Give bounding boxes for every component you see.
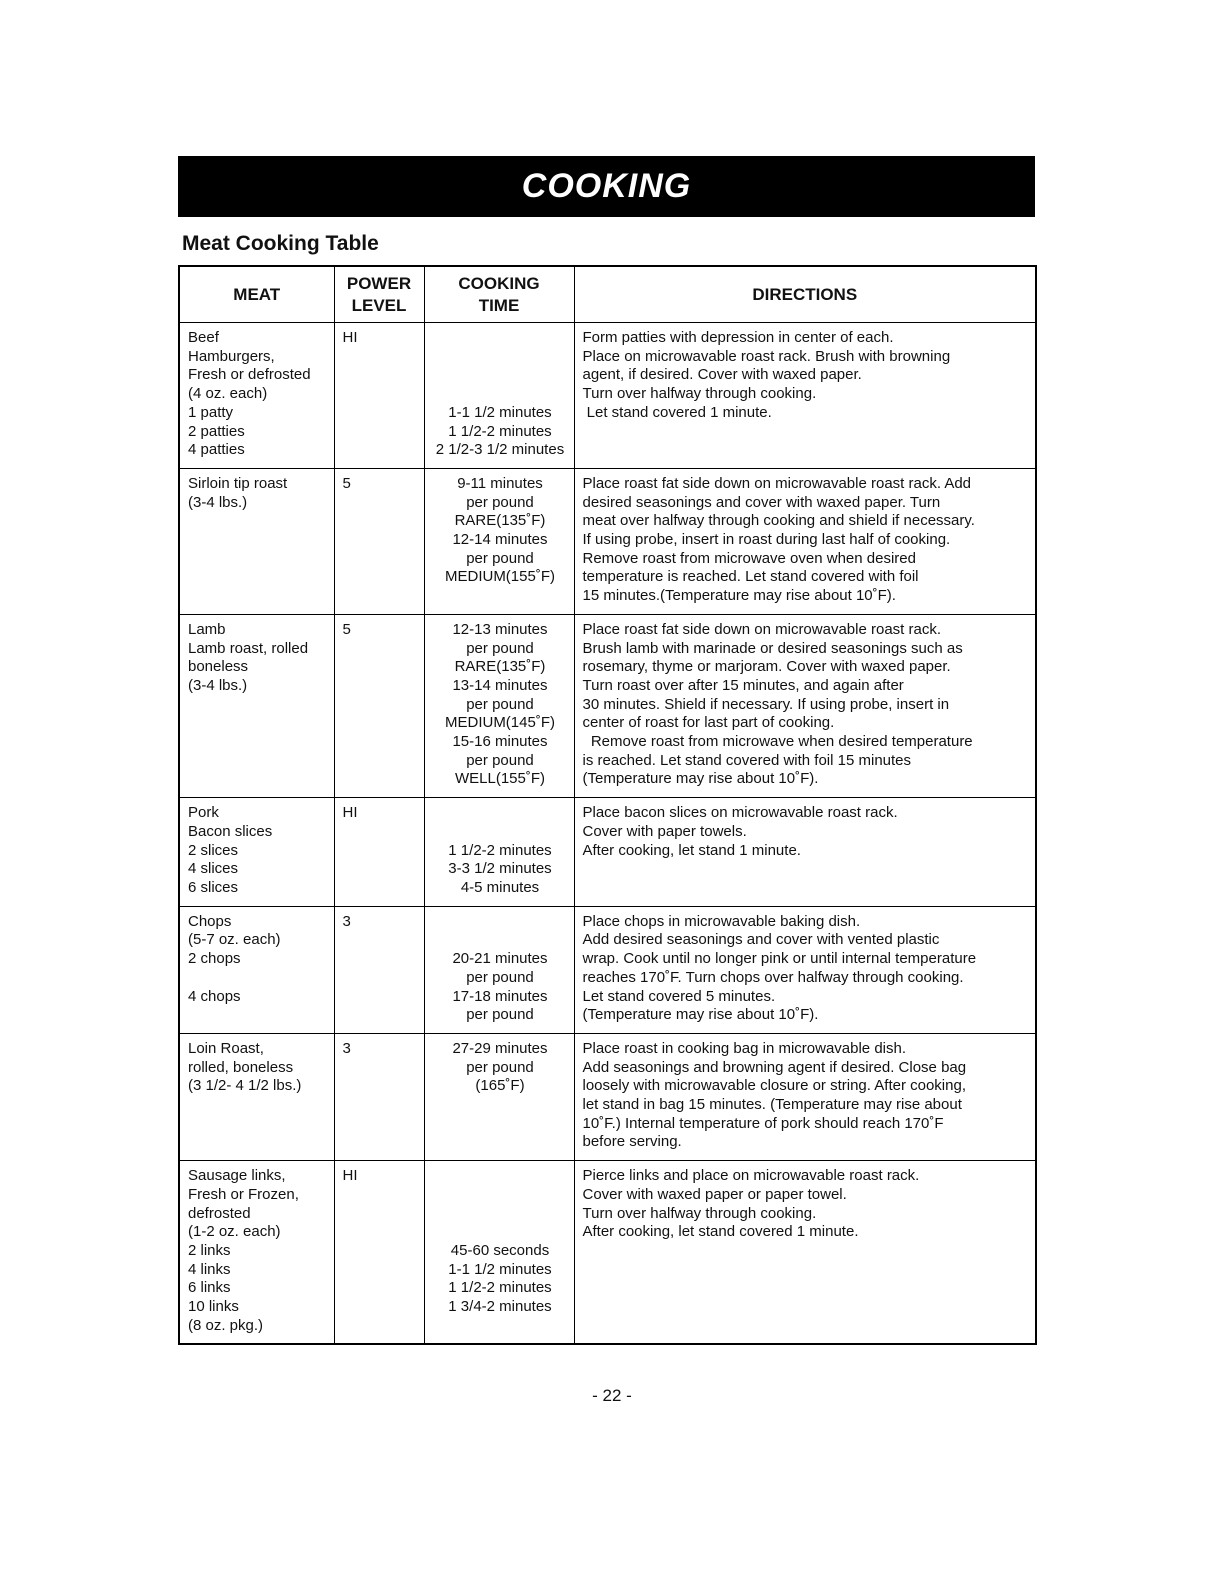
meat-cell-line: Loin Roast, (188, 1039, 264, 1057)
meat-cell-line: 6 slices (188, 878, 239, 896)
meat-cell-line: defrosted (188, 1204, 251, 1222)
meat-cell-line: Hamburgers, (188, 347, 275, 365)
meat-cell (179, 468, 334, 614)
directions-cell-line: Add desired seasonings and cover with vented plastic (582, 931, 940, 949)
header-directions: DIRECTIONS (574, 266, 1036, 323)
meat-cell-line: (3-4 lbs.) (188, 493, 248, 511)
cooking-time-cell-line: per pound (466, 493, 534, 511)
meat-cell-line: Chops (188, 912, 232, 930)
meat-cell-line: 4 patties (188, 441, 245, 459)
table-row (179, 1161, 1036, 1345)
meat-cell-line: 10 links (188, 1298, 239, 1316)
power-level-cell: 3 (334, 906, 424, 1033)
cooking-time-cell-line: per pound (466, 1006, 534, 1024)
meat-cell-line: rolled, boneless (188, 1058, 294, 1076)
cooking-time-cell-line: 20-21 minutes (452, 950, 548, 968)
cooking-time-cell-line: 1-1 1/2 minutes (448, 403, 552, 421)
directions-cell-line: Brush lamb with marinade or desired seasonings such as (582, 639, 963, 657)
meat-cell-line: boneless (188, 658, 249, 676)
cooking-time-cell-line: 27-29 minutes (452, 1039, 548, 1057)
meat-cell-line: Bacon slices (188, 822, 273, 840)
cooking-time-cell-line: 17-18 minutes (452, 987, 548, 1005)
directions-cell-line: Add seasonings and browning agent if desired. Close bag (582, 1058, 967, 1076)
directions-cell-line: After cooking, let stand 1 minute. (582, 841, 801, 859)
meat-cell-line: 2 links (188, 1241, 231, 1259)
table-row (179, 614, 1036, 797)
cooking-time-cell (424, 614, 574, 797)
directions-cell-line: before serving. (582, 1133, 682, 1151)
meat-cell-line: Lamb (188, 620, 226, 638)
directions-cell-line: wrap. Cook until no longer pink or until internal temperature (582, 950, 977, 968)
directions-cell (574, 1033, 1036, 1160)
meat-cell-line: (4 oz. each) (188, 385, 268, 403)
power-level-cell: HI (334, 798, 424, 907)
table-row (179, 798, 1036, 907)
meat-cell-line: (3-4 lbs.) (188, 676, 248, 694)
cooking-time-cell-line: 4-5 minutes (460, 878, 540, 896)
meat-cell (179, 323, 334, 469)
power-level-cell: HI (334, 1161, 424, 1345)
meat-cell (179, 1033, 334, 1160)
cooking-time-cell (424, 906, 574, 1033)
meat-cell-line: Fresh or defrosted (188, 366, 311, 384)
meat-cell-line: Pork (188, 804, 219, 822)
directions-cell-line: Turn over halfway through cooking. (582, 385, 817, 403)
cooking-time-cell-line: RARE(135˚F) (454, 658, 546, 676)
meat-cell-line (188, 969, 328, 988)
section-banner (178, 156, 1035, 217)
directions-cell-line: loosely with microwavable closure or string. After cooking, (582, 1077, 966, 1095)
meat-cell-line: 1 patty (188, 403, 234, 421)
directions-cell-line: (Temperature may rise about 10˚F). (582, 770, 819, 788)
cooking-time-cell-line: RARE(135˚F) (454, 512, 546, 530)
cooking-time-cell-line: per pound (466, 695, 534, 713)
power-level-cell: HI (334, 323, 424, 469)
meat-cell-line: 2 slices (188, 841, 239, 859)
table-row (179, 1033, 1036, 1160)
directions-cell-line: 15 minutes.(Temperature may rise about 10˚F). (582, 587, 896, 605)
cooking-time-cell-line: 1-1 1/2 minutes (448, 1260, 552, 1278)
meat-cell-line: Fresh or Frozen, (188, 1185, 299, 1203)
meat-cell-line: (5-7 oz. each) (188, 931, 281, 949)
cooking-time-cell-line (433, 366, 568, 385)
table-header-row (179, 266, 1036, 323)
directions-cell-line: Turn roast over after 15 minutes, and again after (582, 676, 904, 694)
directions-cell-line: let stand in bag 15 minutes. (Temperature may rise about (582, 1096, 962, 1114)
page-number: - 22 - (592, 1386, 632, 1405)
meat-cell (179, 1161, 334, 1345)
directions-cell-line: Let stand covered 5 minutes. (582, 987, 776, 1005)
cooking-time-cell (424, 468, 574, 614)
directions-cell (574, 906, 1036, 1033)
cooking-time-cell-line (433, 329, 568, 348)
cooking-time-cell-line: 1 1/2-2 minutes (448, 1279, 552, 1297)
meat-cell-line: Sirloin tip roast (188, 474, 288, 492)
meat-cell-line: Sausage links, (188, 1167, 286, 1185)
directions-cell-line: Cover with waxed paper or paper towel. (582, 1185, 847, 1203)
cooking-time-cell (424, 1033, 574, 1160)
cooking-time-cell-line: 1 3/4-2 minutes (448, 1298, 552, 1316)
cooking-time-cell-line: 12-13 minutes (452, 620, 548, 638)
cooking-time-cell-line: 9-11 minutes (457, 474, 543, 492)
directions-cell-line: Remove roast from microwave when desired temperature (582, 733, 973, 751)
cooking-time-cell-line (433, 385, 568, 404)
cooking-time-cell-line: 1 1/2-2 minutes (448, 422, 552, 440)
cooking-time-cell-line: 1 1/2-2 minutes (448, 841, 552, 859)
cooking-time-cell (424, 1161, 574, 1345)
cooking-time-cell-line: MEDIUM(145˚F) (444, 714, 555, 732)
meat-cell-line: 2 patties (188, 422, 245, 440)
directions-cell-line: Cover with paper towels. (582, 822, 747, 840)
directions-cell-line: Place on microwavable roast rack. Brush with browning (582, 347, 951, 365)
cooking-time-cell-line (433, 1167, 568, 1186)
cooking-time-cell (424, 798, 574, 907)
directions-cell-line: (Temperature may rise about 10˚F). (582, 1006, 819, 1024)
power-level-cell: 5 (334, 614, 424, 797)
meat-cell-line: 6 links (188, 1279, 231, 1297)
directions-cell-line: meat over halfway through cooking and shield if necessary. (582, 512, 975, 530)
banner-title: COOKING (521, 167, 692, 205)
cooking-time-cell-line (433, 823, 568, 842)
directions-cell-line: Remove roast from microwave oven when desired (582, 549, 916, 567)
directions-cell-line: Pierce links and place on microwavable roast rack. (582, 1167, 920, 1185)
cooking-time-cell-line (433, 1205, 568, 1224)
meat-cooking-table (178, 265, 1037, 1345)
cooking-time-cell-line: per pound (466, 549, 534, 567)
cooking-time-cell-line: per pound (466, 968, 534, 986)
meat-cell-line: 4 slices (188, 860, 239, 878)
directions-cell-line: temperature is reached. Let stand covered with foil (582, 568, 919, 586)
meat-cell-line: 4 chops (188, 987, 241, 1005)
cooking-time-cell-line: WELL(155˚F) (454, 770, 546, 788)
cooking-time-cell-line: (165˚F) (475, 1077, 525, 1095)
cooking-time-cell-line: 15-16 minutes (452, 733, 548, 751)
directions-cell-line: Place roast fat side down on microwavable roast rack. (582, 620, 941, 638)
header-power-level: POWER LEVEL (334, 266, 424, 323)
directions-cell-line: rosemary, thyme or marjoram. Cover with waxed paper. (582, 658, 951, 676)
directions-cell-line: agent, if desired. Cover with waxed paper. (582, 366, 862, 384)
meat-cell (179, 906, 334, 1033)
cooking-time-cell-line: MEDIUM(155˚F) (444, 568, 555, 586)
meat-cell-line: (8 oz. pkg.) (188, 1316, 264, 1334)
cooking-time-cell-line (433, 913, 568, 932)
cooking-time-cell-line: 12-14 minutes (452, 531, 548, 549)
directions-cell-line: Place roast fat side down on microwavable roast rack. Add (582, 474, 972, 492)
header-cooking-time: COOKING TIME (424, 266, 574, 323)
directions-cell (574, 798, 1036, 907)
cooking-time-cell-line: 2 1/2-3 1/2 minutes (435, 441, 565, 459)
directions-cell-line: 30 minutes. Shield if necessary. If using probe, insert in (582, 695, 950, 713)
cooking-time-cell-line (433, 931, 568, 950)
directions-cell-line: center of roast for last part of cooking. (582, 714, 835, 732)
meat-cell (179, 798, 334, 907)
meat-cell-line: (3 1/2- 4 1/2 lbs.) (188, 1077, 302, 1095)
directions-cell (574, 323, 1036, 469)
meat-cell-line: 4 links (188, 1260, 231, 1278)
directions-cell-line: Let stand covered 1 minute. (582, 403, 772, 421)
header-meat: MEAT (179, 266, 334, 323)
table-title: Meat Cooking Table (182, 232, 379, 255)
directions-cell-line: Place roast in cooking bag in microwavable dish. (582, 1039, 907, 1057)
cooking-time-cell-line (433, 804, 568, 823)
meat-cell-line: (1-2 oz. each) (188, 1223, 281, 1241)
directions-cell-line: Place bacon slices on microwavable roast rack. (582, 804, 898, 822)
directions-cell-line: Form patties with depression in center of each. (582, 329, 894, 346)
cooking-time-cell-line: 45-60 seconds (450, 1241, 550, 1259)
directions-cell (574, 1161, 1036, 1345)
directions-cell (574, 614, 1036, 797)
cooking-time-cell-line (433, 1223, 568, 1242)
directions-cell-line: Turn over halfway through cooking. (582, 1204, 817, 1222)
cooking-time-cell-line: per pound (466, 1058, 534, 1076)
meat-cell (179, 614, 334, 797)
power-level-cell: 3 (334, 1033, 424, 1160)
cooking-time-cell-line: 3-3 1/2 minutes (448, 860, 552, 878)
directions-cell (574, 468, 1036, 614)
directions-cell-line: is reached. Let stand covered with foil 15 minutes (582, 751, 912, 769)
meat-cell-line: Lamb roast, rolled (188, 639, 309, 657)
table-row (179, 323, 1036, 469)
cooking-time-cell-line (433, 1186, 568, 1205)
cooking-time-cell-line: 13-14 minutes (452, 676, 548, 694)
directions-cell-line: If using probe, insert in roast during last half of cooking. (582, 531, 951, 549)
directions-cell-line: reaches 170˚F. Turn chops over halfway through cooking. (582, 968, 964, 986)
directions-cell-line: Place chops in microwavable baking dish. (582, 912, 861, 930)
cooking-time-cell-line: per pound (466, 639, 534, 657)
cooking-time-cell (424, 323, 574, 469)
directions-cell-line: desired seasonings and cover with waxed paper. Turn (582, 493, 941, 511)
directions-cell-line: After cooking, let stand covered 1 minute. (582, 1223, 859, 1241)
cooking-time-cell-line (433, 348, 568, 367)
power-level-cell: 5 (334, 468, 424, 614)
meat-cell-line: Beef (188, 329, 219, 346)
meat-cell-line: 2 chops (188, 950, 241, 968)
cooking-time-cell-line: per pound (466, 751, 534, 769)
table-row (179, 468, 1036, 614)
directions-cell-line: 10˚F.) Internal temperature of pork should reach 170˚F (582, 1114, 944, 1132)
table-row (179, 906, 1036, 1033)
